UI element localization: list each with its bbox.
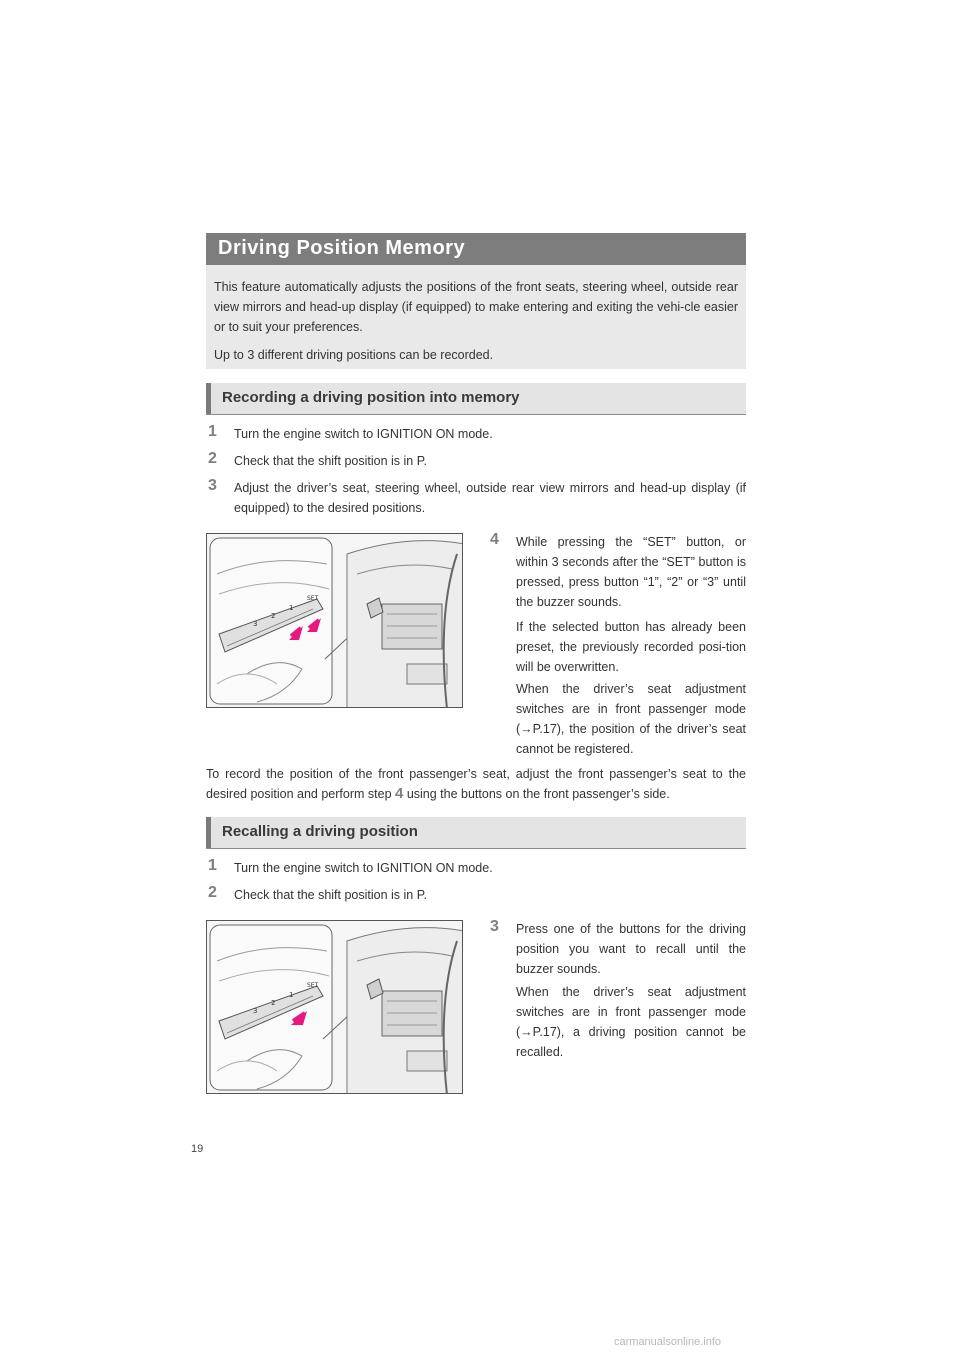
step-text: Adjust the driver’s seat, steering wheel, outside rear view mirrors and head-up display (if equipped) to the desired positions. (234, 481, 746, 515)
recording-step-2 (206, 451, 746, 471)
watermark: carmanualsonline.info (614, 1336, 722, 1348)
intro-paragraph: This feature automatically adjusts the positions of the front seats, steering wheel, outside rear view mirrors and head-up display (if equipped) to make entering and exiting the vehi-cle easier or to suit your preferences. (214, 280, 738, 334)
door-switch-figure-1 (206, 533, 463, 708)
recalling-step-2 (206, 885, 746, 905)
step-number: 3 (490, 918, 499, 935)
step-number: 2 (208, 450, 217, 467)
passenger-text-a: To record the position of the front passenger’s seat, adjust the front passenger’s seat to the desired position and perform step (206, 767, 746, 801)
set-label: SET (307, 595, 319, 602)
intro-paragraph: Up to 3 different driving positions can be recorded. (214, 348, 494, 362)
step-text: Check that the shift position is in P. (234, 888, 427, 902)
recording-step-1 (206, 424, 746, 444)
button-3-label: 3 (253, 1007, 258, 1015)
recalling-heading (206, 817, 746, 849)
button-1-label: 1 (289, 991, 294, 999)
page-number: 19 (191, 1143, 204, 1155)
heading-accent (206, 383, 211, 414)
recording-heading (206, 383, 746, 415)
section-title: Driving Position Memory (218, 237, 466, 259)
door-switch-figure-2 (206, 920, 463, 1094)
recalling-step-1 (206, 858, 746, 878)
recording-note-2 (516, 679, 746, 759)
passenger-paragraph (206, 764, 746, 804)
recording-step-4 (488, 532, 746, 612)
passenger-text-b: using the buttons on the front passenger’s side. (403, 787, 670, 801)
note-text: If the selected button has already been preset, the previously recorded posi-tion will be overwritten. (516, 620, 746, 674)
note-text: When the driver’s seat adjustment switches are in front passenger mode (→P.17), a driving position cannot be recalled. (516, 985, 746, 1059)
note-text: When the driver’s seat adjustment switches are in front passenger mode (→P.17), the position of the driver’s seat cannot be registered. (516, 682, 746, 756)
step-text: Press one of the buttons for the driving position you want to recall until the buzzer sounds. (516, 922, 746, 976)
button-1-label: 1 (289, 604, 294, 612)
button-3-label: 3 (253, 620, 258, 628)
step-number: 1 (208, 423, 217, 440)
step-number: 4 (490, 531, 499, 548)
button-2-label: 2 (271, 999, 276, 1007)
heading-accent (206, 817, 211, 848)
button-2-label: 2 (271, 612, 276, 620)
door-switch-illustration (207, 921, 463, 1094)
intro-box (206, 265, 746, 369)
step-number: 1 (208, 857, 217, 874)
recording-note-1 (516, 617, 746, 677)
set-label: SET (307, 982, 319, 989)
recording-step-3 (206, 478, 746, 518)
door-switch-illustration (207, 534, 463, 708)
recalling-heading-text: Recalling a driving position (222, 823, 418, 840)
step-text: While pressing the “SET” button, or within 3 seconds after the “SET” button is pressed, press button “1”, “2” or “3” until the buzzer sounds. (516, 535, 746, 609)
section-title-bar (206, 233, 746, 265)
step-text: Turn the engine switch to IGNITION ON mode. (234, 861, 493, 875)
recalling-step-3 (488, 919, 746, 979)
recording-heading-text: Recording a driving position into memory (222, 389, 520, 406)
step-number: 2 (208, 884, 217, 901)
step-ref: 4 (395, 785, 404, 802)
step-text: Check that the shift position is in P. (234, 454, 427, 468)
step-text: Turn the engine switch to IGNITION ON mode. (234, 427, 493, 441)
step-number: 3 (208, 477, 217, 494)
recalling-note (516, 982, 746, 1062)
